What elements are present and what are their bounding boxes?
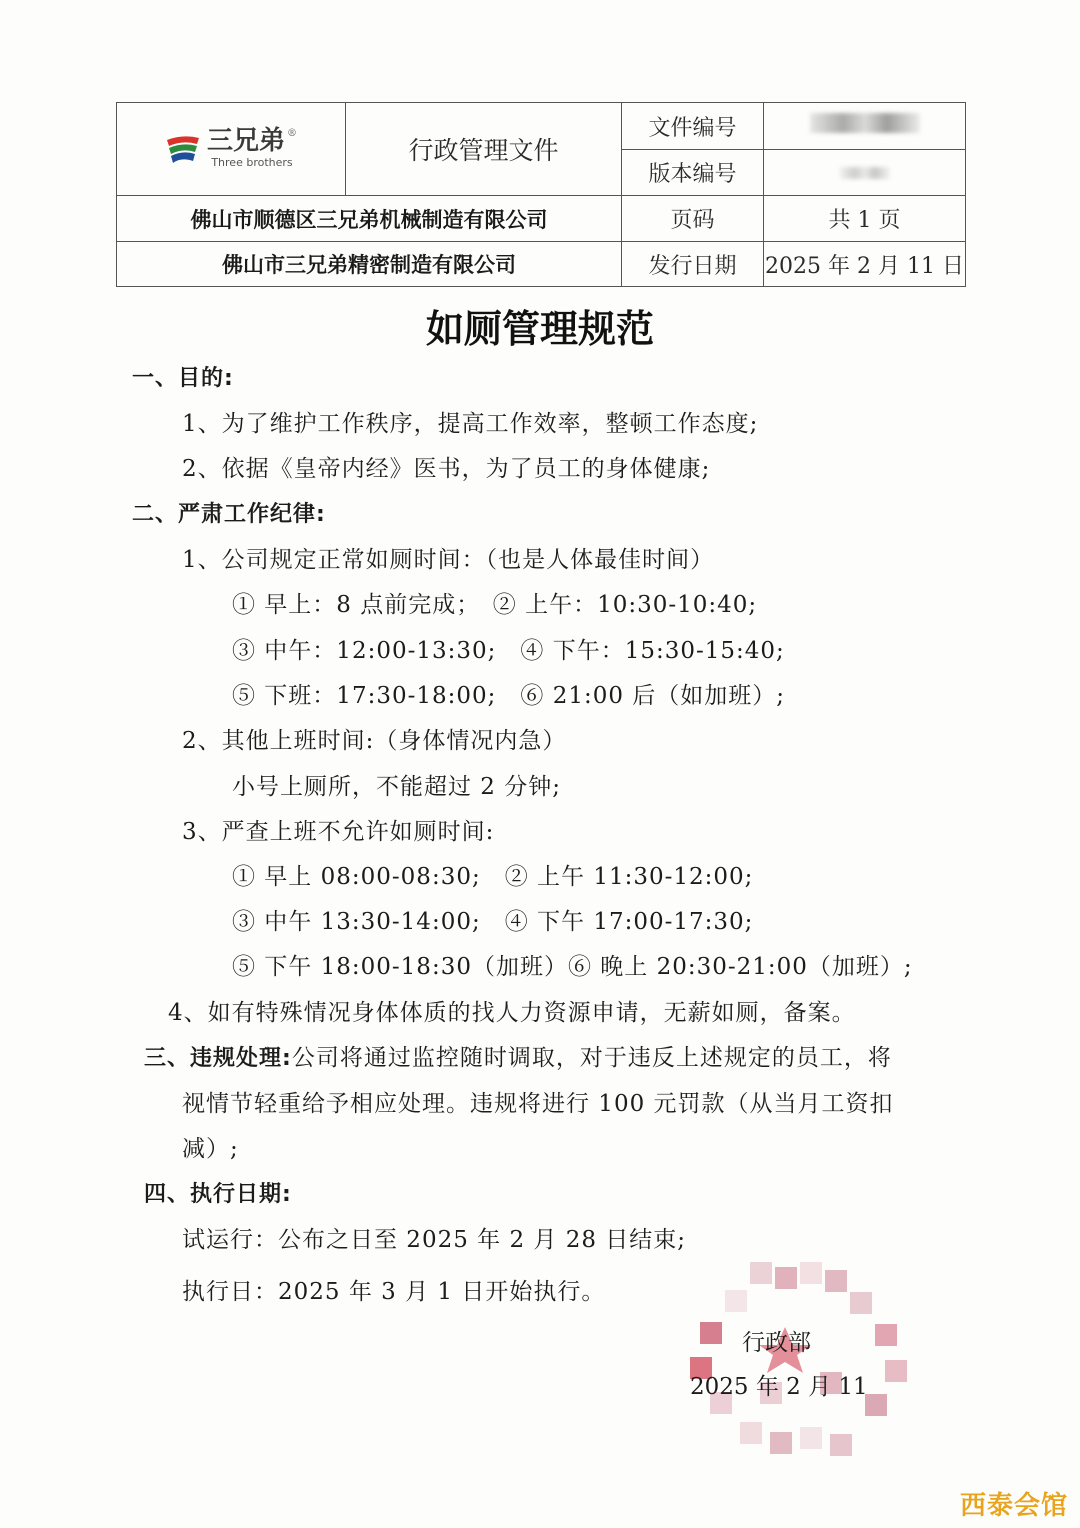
page-value: 共 1 页 (764, 196, 966, 242)
version-value (764, 150, 966, 196)
logo-english-text: Three brothers (211, 156, 293, 170)
signature-date: 2025 年 2 月 11 (690, 1374, 868, 1400)
section-1-item: 2、依据《皇帝内经》医书，为了员工的身体健康; (182, 456, 711, 482)
site-watermark: 西泰会馆 (959, 1491, 1068, 1521)
logo-stripes-icon (165, 134, 201, 164)
normal-time-row: ③ 中午：12:00-13:30; ④ 下午：15:30-15:40; (232, 638, 785, 664)
redacted-version (840, 167, 890, 179)
document-title: 如厕管理规范 (425, 307, 654, 351)
section-2-heading: 二、严肃工作纪律: (132, 502, 326, 527)
file-number-label: 文件编号 (622, 103, 764, 150)
section-3-text-2: 视情节轻重给予相应处理。违规将进行 100 元罚款（从当月工资扣 (182, 1091, 894, 1117)
version-label: 版本编号 (622, 150, 764, 196)
section-2-item-1: 1、公司规定正常如厕时间：（也是人体最佳时间） (182, 547, 715, 573)
execution-date: 执行日：2025 年 3 月 1 日开始执行。 (182, 1279, 606, 1305)
document-header-table (116, 102, 966, 287)
document-type: 行政管理文件 (346, 103, 622, 196)
section-2-item-2-detail: 小号上厕所，不能超过 2 分钟; (232, 774, 562, 800)
issue-date-value: 2025 年 2 月 11 日 (764, 242, 966, 287)
company-name-1: 佛山市顺德区三兄弟机械制造有限公司 (117, 196, 622, 242)
file-number-value (764, 103, 966, 150)
company-logo-cell (117, 103, 346, 196)
pixelated-seal (690, 1262, 930, 1472)
company-logo (165, 128, 297, 169)
section-2-item-4: 4、如有特殊情况身体体质的找人力资源申请，无薪如厕，备案。 (168, 1000, 856, 1026)
page-label: 页码 (622, 196, 764, 242)
forbidden-time-row: ③ 中午 13:30-14:00; ④ 下午 17:00-17:30; (232, 909, 754, 935)
redacted-file-number (810, 113, 920, 133)
forbidden-time-row: ① 早上 08:00-08:30; ② 上午 11:30-12:00; (232, 864, 754, 890)
company-name-2: 佛山市三兄弟精密制造有限公司 (117, 242, 622, 287)
signature-department: 行政部 (742, 1330, 811, 1356)
section-3-line-1 (144, 1043, 892, 1074)
section-4-heading: 四、执行日期: (144, 1182, 292, 1207)
normal-time-row: ① 早上：8 点前完成； ② 上午：10:30-10:40; (232, 592, 758, 618)
seal-mosaic-icon (690, 1262, 930, 1472)
logo-chinese-text: 三兄弟 (206, 126, 285, 157)
section-3-text-3: 减）; (182, 1136, 239, 1162)
section-2-item-2: 2、其他上班时间:（身体情况内急） (182, 728, 567, 754)
normal-time-row: ⑤ 下班：17:30-18:00; ⑥ 21:00 后（如加班）; (232, 683, 786, 709)
section-1-heading: 一、目的: (132, 366, 234, 391)
section-1-item: 1、为了维护工作秩序，提高工作效率，整顿工作态度; (182, 411, 759, 437)
forbidden-time-row: ⑤ 下午 18:00-18:30（加班）⑥ 晚上 20:30-21:00（加班）; (232, 954, 913, 980)
registered-mark: ® (287, 128, 297, 140)
issue-date-label: 发行日期 (622, 242, 764, 287)
section-3-text-1: 公司将通过监控随时调取，对于违反上述规定的员工，将 (291, 1045, 892, 1071)
section-2-item-3: 3、严查上班不允许如厕时间: (182, 819, 495, 845)
trial-run-date: 试运行：公布之日至 2025 年 2 月 28 日结束; (182, 1227, 687, 1253)
section-3-heading: 三、违规处理: (144, 1046, 292, 1071)
